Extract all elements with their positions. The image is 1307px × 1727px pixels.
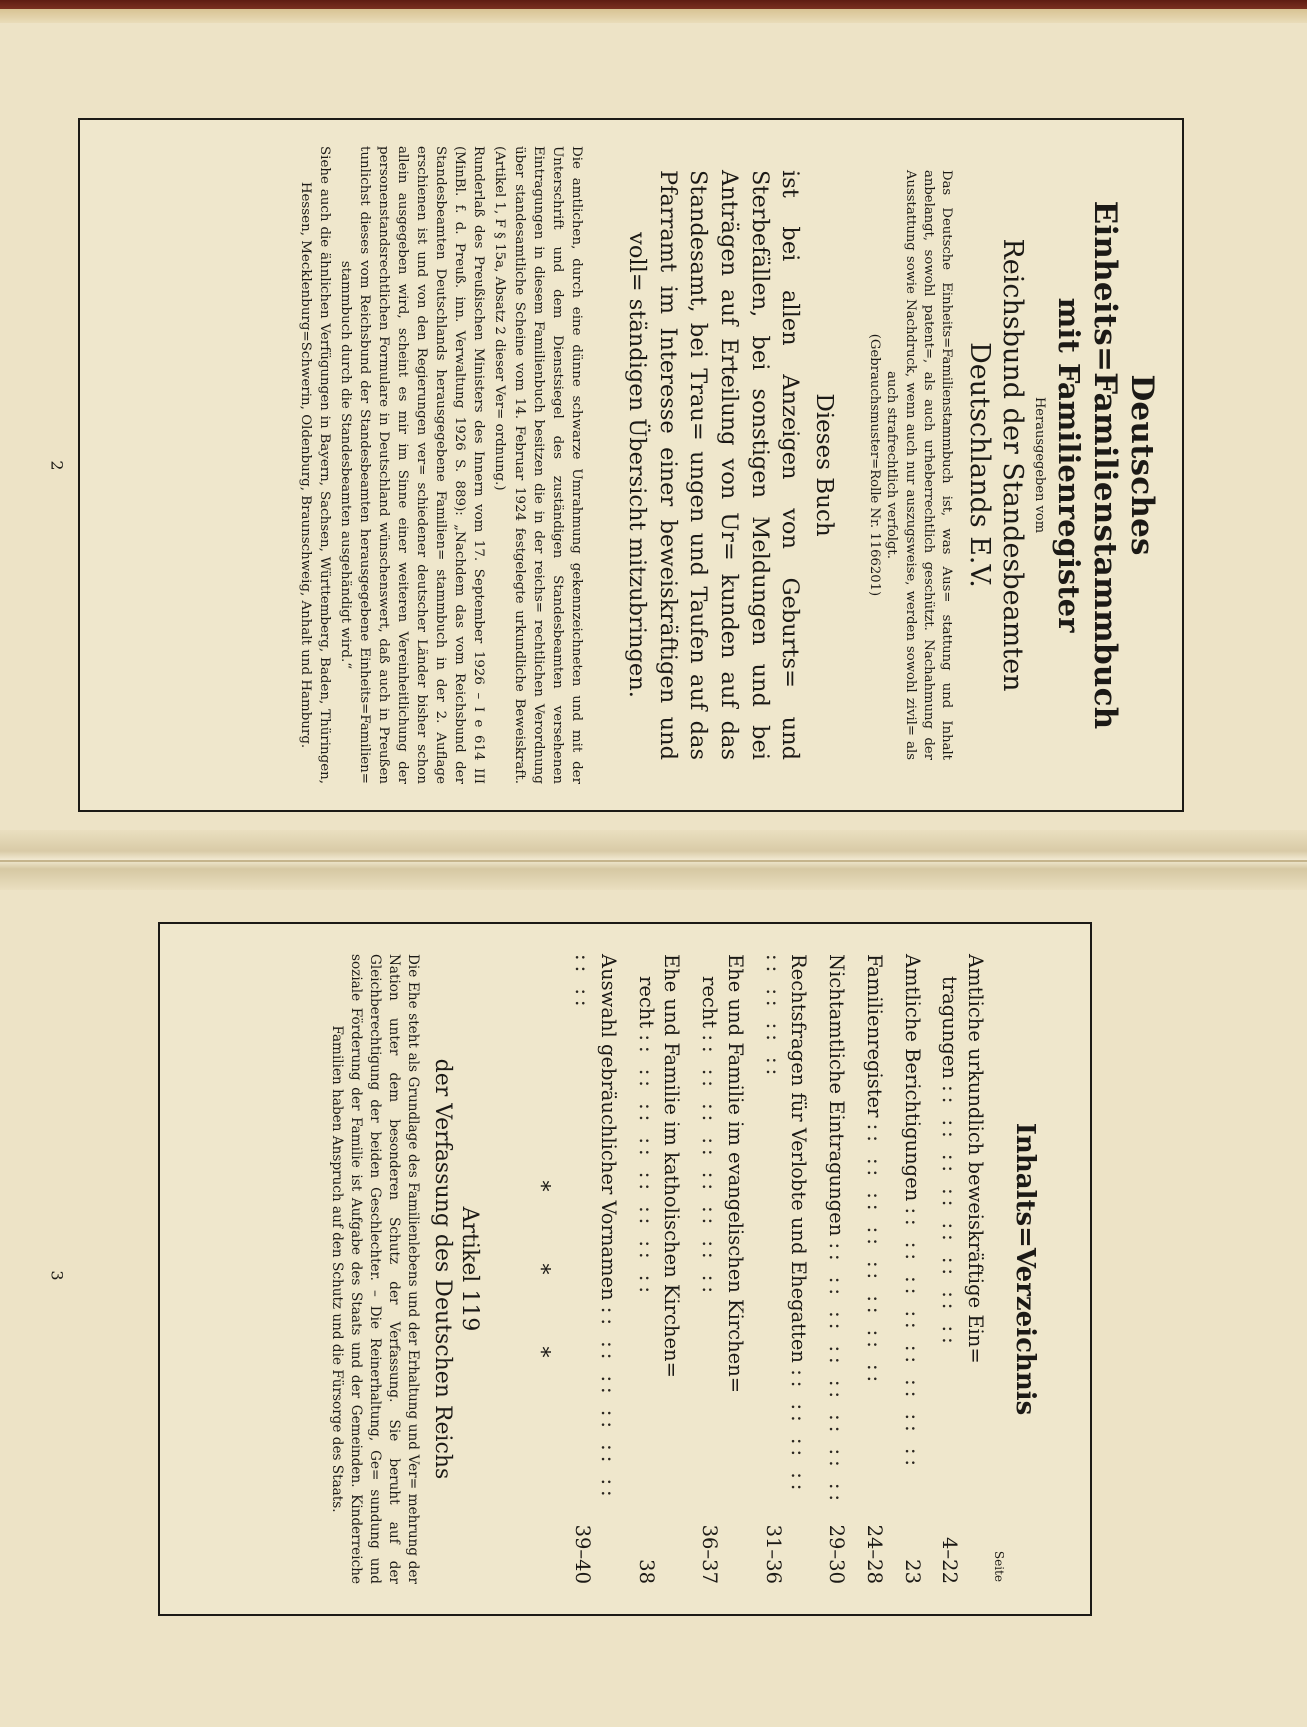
registration-number: (Gebrauchsmuster=Rolle Nr. 1166201) (867, 333, 883, 597)
toc-entry (760, 954, 811, 1584)
toc-entry-page: 29–30 (825, 1524, 849, 1584)
toc-entry (861, 954, 887, 1584)
book-subtitle: mit Familienregister (1051, 297, 1086, 633)
toc-entry-text: Rechtsfragen für Verlobte und Ehegatten (787, 954, 811, 1363)
star-ornament: * (528, 1346, 554, 1358)
section-text: ist bei allen Anzeigen von Geburts= und Sterbefällen, bei sonstigen Meldungen und bei Anträgen auf Erteilung von Ur= kunden auf das Standesamt, bei Trau= ungen und Taufen auf das Pfarramt im Interesse einer beweiskräftigen und voll= ständigen Übersicht mitzubringen. (624, 170, 804, 760)
toc-entry (823, 954, 849, 1584)
publisher-name: Reichsbund der Standesbeamten Deutschlands E.V. (964, 238, 1028, 692)
toc-entry-label (861, 954, 887, 1522)
toc-entry-continuation: recht (698, 976, 722, 1029)
toc-list (569, 954, 988, 1584)
title-page-frame (78, 118, 1184, 812)
toc-entry (899, 954, 925, 1584)
toc-entry-continuation: recht (634, 976, 658, 1029)
toc-entry-label (937, 954, 988, 1522)
toc-entry-text: Familienregister (862, 954, 886, 1118)
article-subheading: der Verfassung des Deutschen Reichs (430, 1058, 456, 1480)
book-cover-edge (0, 0, 1307, 9)
section-heading: Dieses Buch (811, 393, 838, 537)
leader-dots: :: :: :: :: :: :: :: :: (900, 1207, 924, 1471)
page-number: 2 (47, 460, 67, 471)
leader-dots: :: :: :: :: :: :: :: :: (571, 954, 620, 1502)
fine-print (296, 146, 585, 784)
toc-entry (696, 954, 747, 1584)
toc-entry-page: 39–40 (571, 1524, 595, 1584)
title-page-content (80, 120, 1184, 810)
toc-entry-page: 24–28 (862, 1524, 886, 1584)
leader-dots: :: :: :: :: :: :: :: :: (698, 1034, 722, 1298)
toc-entry-text-continued (696, 954, 722, 1522)
toc-entry (937, 954, 988, 1584)
article-heading: Artikel 119 (457, 1206, 483, 1332)
toc-entry-text: Ehe und Familie im katholischen Kirchen= (660, 954, 684, 1378)
star-ornament: * (528, 1263, 554, 1275)
protection-notice: Das Deutsche Einheits=Familienstammbuch ist, was Aus= stattung und Inhalt anbelangt, sowohl patent=, als auch urheberrechtlich geschützt. Nachahmung der Ausstattung sowie Nachdruck, wenn auch nur auszugsweise, werden sowohl zivil= als auch strafrechtlich verfolgt. (884, 170, 955, 760)
leader-dots: :: :: :: :: :: :: :: :: (761, 954, 811, 1496)
fine-print-paragraph: Siehe auch die ähnlichen Verfügungen in Bayern, Sachsen, Württemberg, Baden, Thüringen, Hessen, Mecklenburg=Schwerin, Oldenburg, Braunschweig, Anhalt und Hamburg. (298, 146, 333, 784)
leader-dots: :: :: :: :: :: :: :: :: (938, 1085, 962, 1349)
leader-dots: :: :: :: :: :: :: :: :: (862, 1123, 886, 1388)
page-number: 3 (47, 1270, 67, 1281)
leader-dots: :: :: :: :: :: :: :: :: (825, 1242, 849, 1506)
contents-page-content (160, 924, 1092, 1614)
toc-entry-page: 23 (900, 1559, 924, 1584)
toc-entry-page: 36–37 (698, 1524, 722, 1584)
ornament-stars (528, 954, 553, 1584)
toc-entry-label (899, 954, 925, 1522)
toc-entry-page: 4–22 (938, 1537, 962, 1584)
toc-entry-label (569, 954, 620, 1522)
toc-entry-text-continued (937, 954, 963, 1522)
page-edge (0, 9, 1307, 23)
fine-print-paragraph: Die amtlichen, durch eine dünne schwarze Umrahmung gekennzeichneten und mit der Unterschrift und dem Dienstsiegel des zuständigen Standesbeamten versehenen Eintragungen in diesem Familienbuch besitzen die in der reichs= rechtlichen Verordnung über standesamtliche Scheine vom 14. Februar 1924 festgelegte urkundliche Beweiskraft. (Artikel 1, F § 15a, Absatz 2 dieser Ver= ordnung.) (492, 146, 584, 784)
spine-fold (0, 860, 1307, 862)
star-ornament: * (528, 1180, 554, 1192)
toc-title: Inhalts=Verzeichnis (1010, 1122, 1040, 1416)
contents-page-frame (158, 922, 1092, 1616)
toc-entry-text: Amtliche Berichtigungen (900, 954, 924, 1202)
toc-entry-label (823, 954, 849, 1522)
toc-entry-text: Auswahl gebräuchlicher Vornamen (596, 954, 620, 1301)
toc-entry-page: 31–36 (761, 1524, 785, 1584)
publisher-intro: Herausgegeben vom (1031, 396, 1047, 534)
toc-entry-text: Ehe und Familie im evangelischen Kirchen= (723, 954, 747, 1394)
toc-entry-page: 38 (634, 1559, 658, 1584)
toc-entry-text-continued (633, 954, 659, 1522)
fine-print-paragraph: Runderlaß des Preußischen Ministers des Innern vom 17. September 1926 – I e 614 III (MinBl. f. d. Preuß. inn. Verwaltung 1926 S. 889): „Nachdem das vom Reichsbund der Standesbeamten Deutschlands herausgegebene Familien= stammbuch in der 2. Auflage erschienen ist und von den Regierungen ver= schiedener deutscher Länder bisher schon allein ausgegeben wird, scheint es mir im Sinne einer weiteren Vereinheitlichung der personenstandsrechtlichen Formulare in Deutschland wünschenswert, daß auch in Preußen tunlichst dieses vom Reichsbund der Standesbeamten herausgegebene Einheits=Familien= stammbuch durch die Standesbeamten ausgehändigt wird.“ (338, 146, 487, 784)
toc-entry-label (696, 954, 747, 1522)
toc-entry-text: Nichtamtliche Eintragungen (825, 954, 849, 1237)
toc-entry-text: Amtliche urkundlich beweiskräftige Ein= (964, 954, 987, 1364)
toc-entry-continuation: tragungen (938, 976, 962, 1079)
leader-dots: :: :: :: :: :: :: :: :: (634, 1034, 658, 1298)
article-text: Die Ehe steht als Grundlage des Familienlebens und der Erhaltung und Ver= mehrung der Nation unter dem besonderen Schutz der Verfassung. Sie beruht auf der Gleichberechtigung der beiden Geschlechter. – Die Reinerhaltung, Ge= sundung und soziale Förderung der Familie ist Aufgabe des Staats und der Gemeinden. Kinderreiche Familien haben Anspruch auf den Schutz und die Fürsorge des Staats. (329, 954, 422, 1584)
book-title: Deutsches Einheits=Familienstammbuch (1086, 200, 1160, 730)
toc-entry-label (760, 954, 811, 1522)
toc-column-label: Seite (992, 1550, 1006, 1582)
toc-entry (569, 954, 620, 1584)
toc-entry (633, 954, 684, 1584)
toc-entry-label (633, 954, 684, 1522)
